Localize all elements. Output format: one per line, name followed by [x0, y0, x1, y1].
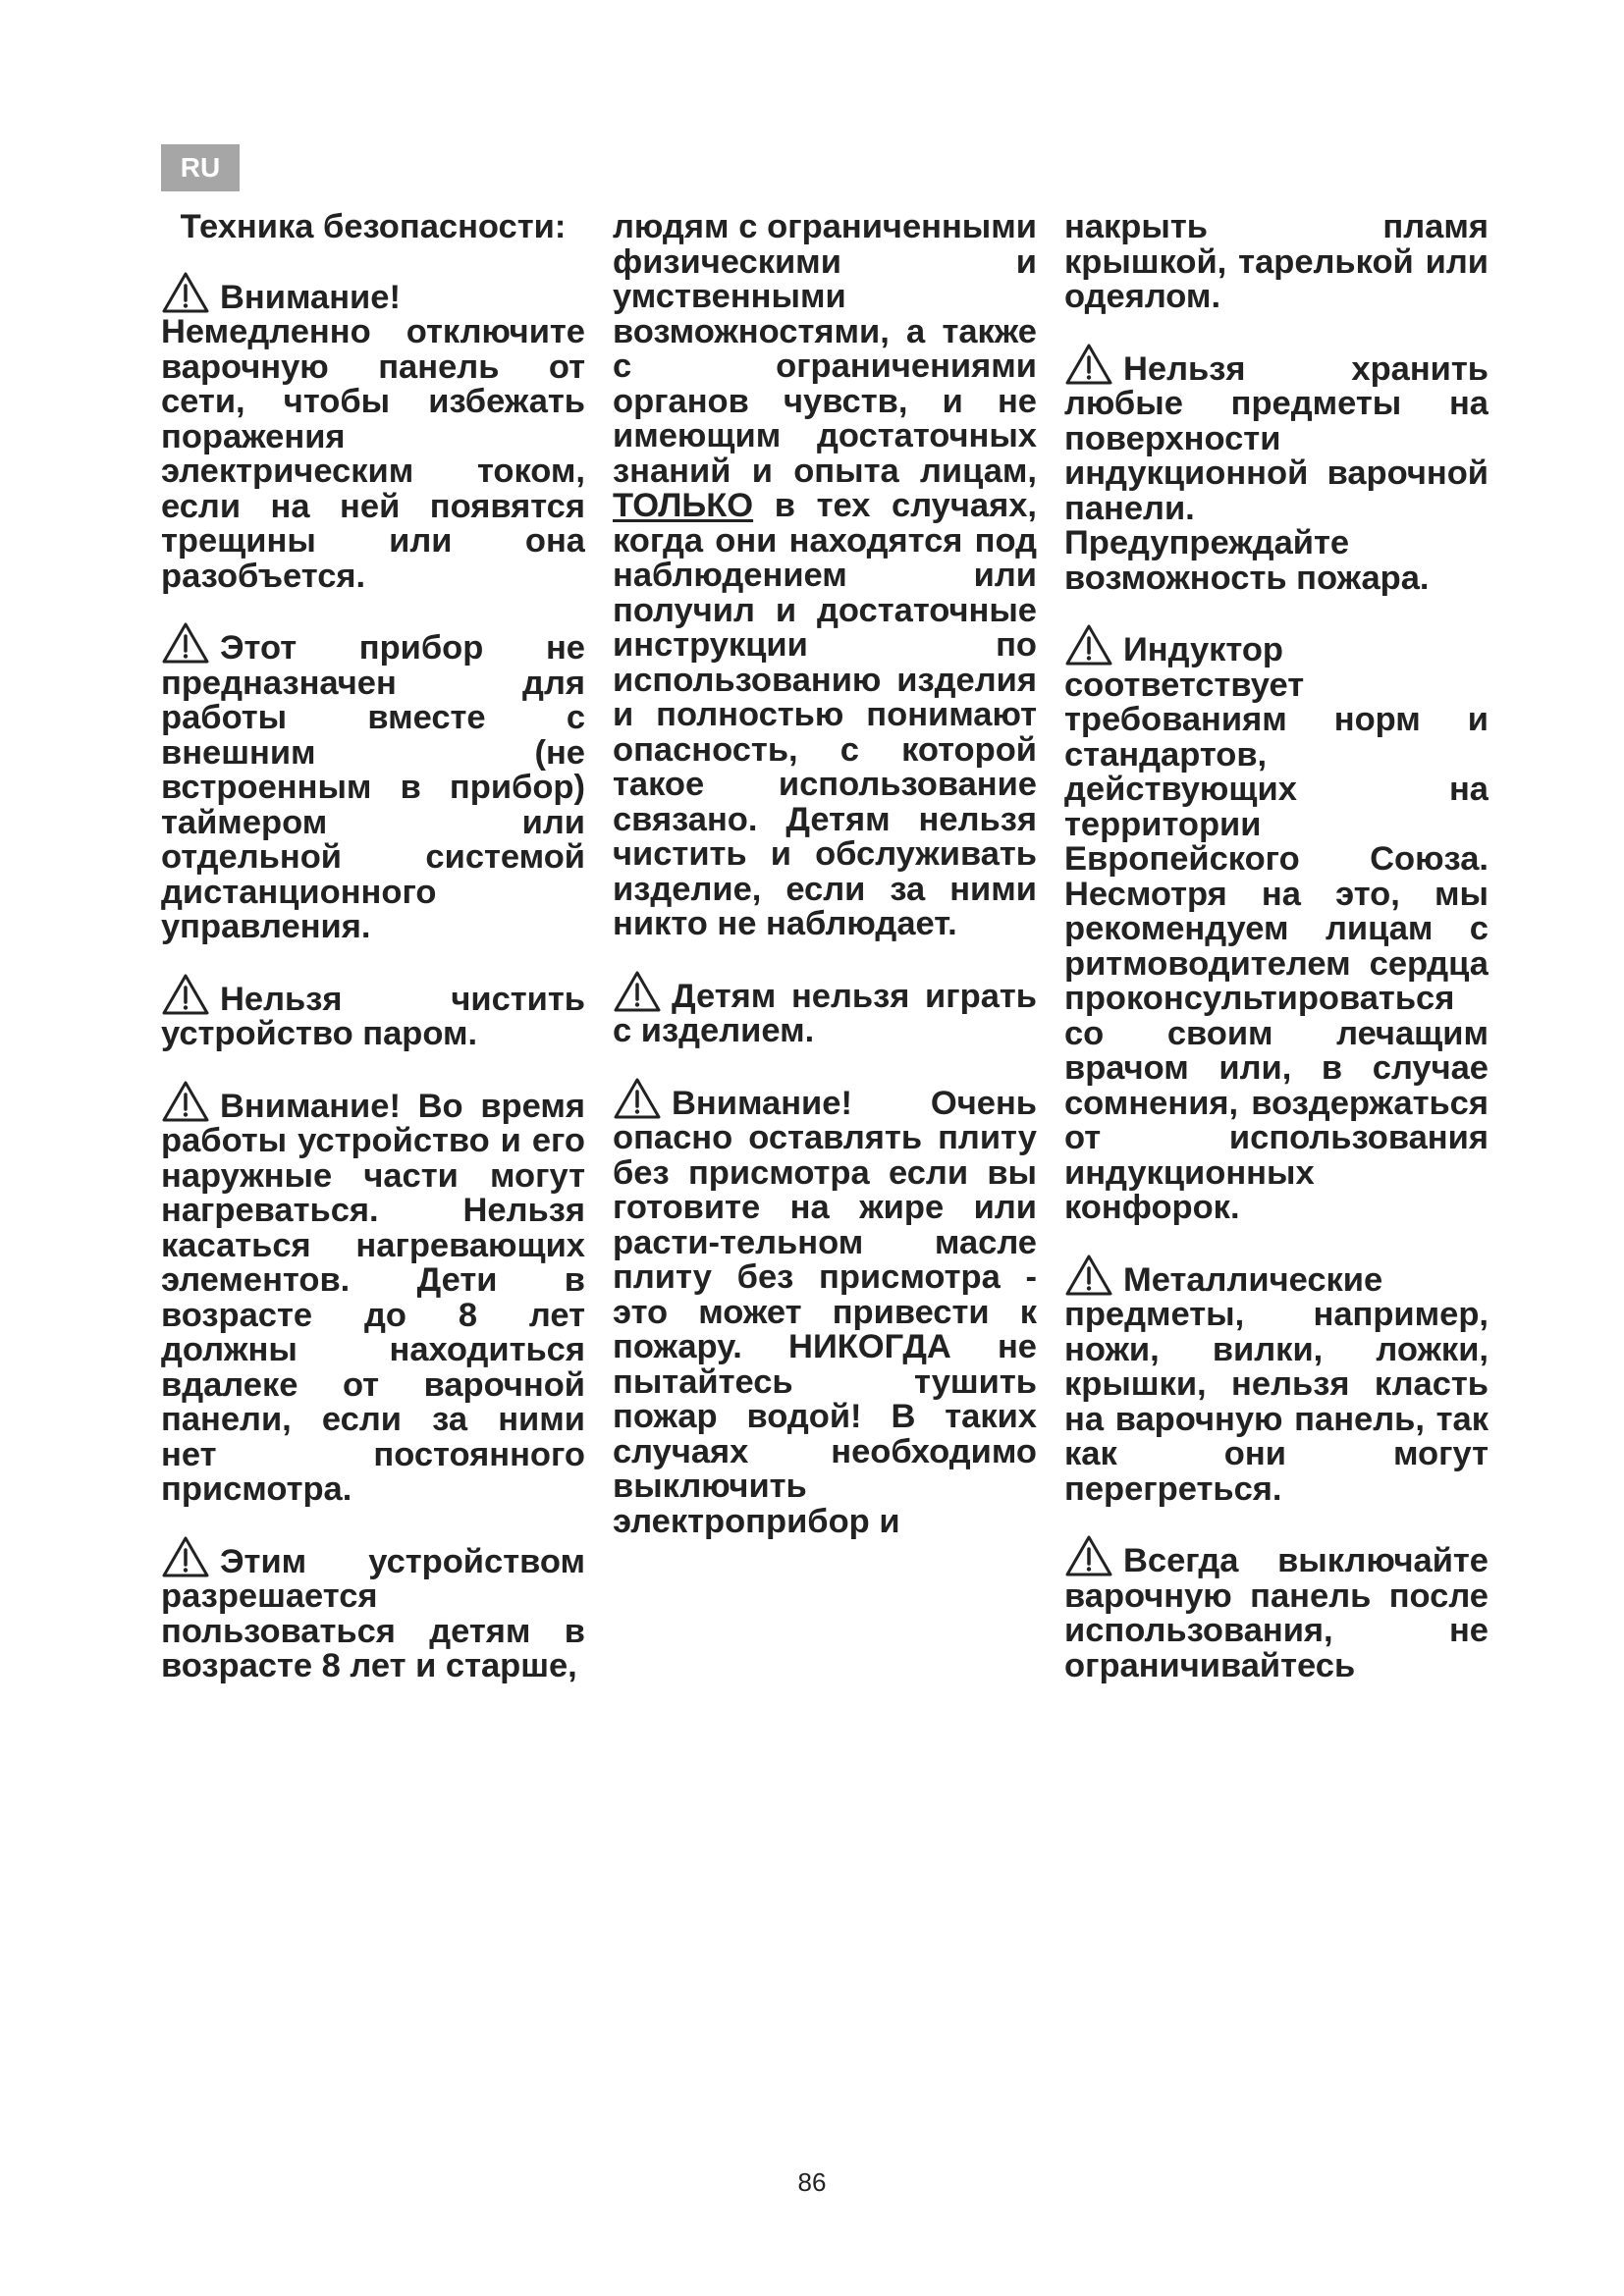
warning-paragraph: Металлические предметы, например, ножи, вилки, ложки, крышки, нельзя класть на варочную панель, так как они могут перегреться.: [1064, 1254, 1489, 1508]
warning-triangle-icon: [1064, 1254, 1113, 1297]
warning-paragraph: Внимание! Во время работы устройство и его наружные части могут нагреваться. Нельзя касаться нагревающих элементов. Дети в возрасте до 8 лет должны находиться вдалеке от варочной панели, если за ними нет постоянного присмотра.: [161, 1080, 585, 1508]
warning-paragraph: Внимание! Немедленно отключите варочную панель от сети, чтобы избежать поражения электрическим током, если на ней появятся трещины или она разобъется.: [161, 271, 585, 595]
warning-triangle-icon: [613, 970, 662, 1013]
warning-triangle-icon: [161, 1535, 210, 1578]
warning-paragraph: Детям нельзя играть с изделием.: [613, 970, 1037, 1049]
warning-paragraph: Этим устройством разрешается пользоваться детям в возрасте 8 лет и старше,: [161, 1535, 585, 1684]
warning-triangle-icon: [1064, 343, 1113, 386]
safety-columns: [161, 210, 1489, 2065]
column-1: [161, 210, 585, 2065]
warning-triangle-icon: [613, 1077, 662, 1120]
column-2: [613, 210, 1037, 2065]
warning-paragraph: Внимание! Очень опасно оставлять плиту без присмотра если вы готовите на жире или расти-тельном масле плиту без присмотра - это может привести к пожару. НИКОГДА не пытайтесь тушить пожар водой! В таких случаях необходимо выключить электроприбор и: [613, 1077, 1037, 1540]
warning-triangle-icon: [161, 973, 210, 1016]
continued-paragraph: людям с ограниченными физическими и умственными возможностями, а также с ограничениями органов чувств, и не имеющим достаточных знаний и опыта лицам, ТОЛЬКО в тех случаях, когда они находятся под наблюдением или получил и достаточные инструкции по использованию изделия и полностью понимают опасность, с которой такое использование связано. Детям нельзя чистить и обслуживать изделие, если за ними никто не наблюдает.: [613, 210, 1037, 942]
warning-triangle-icon: [161, 271, 210, 314]
warning-paragraph: Индуктор соответствует требованиям норм и стандартов, действующих на территории Европейского Союза. Несмотря на это, мы рекомендуем лицам с ритмоводителем сердца проконсультироваться со своим лечащим врачом или, в случае сомнения, воздержаться от использования индукционных конфорок.: [1064, 623, 1489, 1226]
emphasis-only: ТОЛЬКО: [613, 487, 754, 524]
warning-triangle-icon: [1064, 623, 1113, 667]
warning-paragraph: Нельзя чистить устройство паром.: [161, 973, 585, 1052]
continued-paragraph: накрыть пламя крышкой, тарелькой или одеялом.: [1064, 210, 1489, 315]
page-number: 86: [797, 2167, 827, 2197]
warning-paragraph: Всегда выключайте варочную панель после использования, не ограничивайтесь: [1064, 1534, 1489, 1683]
section-heading: Техника безопасности:: [180, 210, 567, 245]
warning-paragraph: Нельзя хранить любые предметы на поверхности индукционной варочной панели. Предупреждайте возможность пожара.: [1064, 343, 1489, 597]
warning-paragraph: Этот прибор не предназначен для работы вместе с внешним (не встроенным в прибор) таймером или отдельной системой дистанционного управления.: [161, 621, 585, 945]
warning-triangle-icon: [161, 1080, 210, 1123]
warning-triangle-icon: [1064, 1534, 1113, 1577]
warning-triangle-icon: [161, 621, 210, 665]
language-badge: RU: [161, 144, 240, 191]
column-3: [1064, 210, 1489, 2065]
